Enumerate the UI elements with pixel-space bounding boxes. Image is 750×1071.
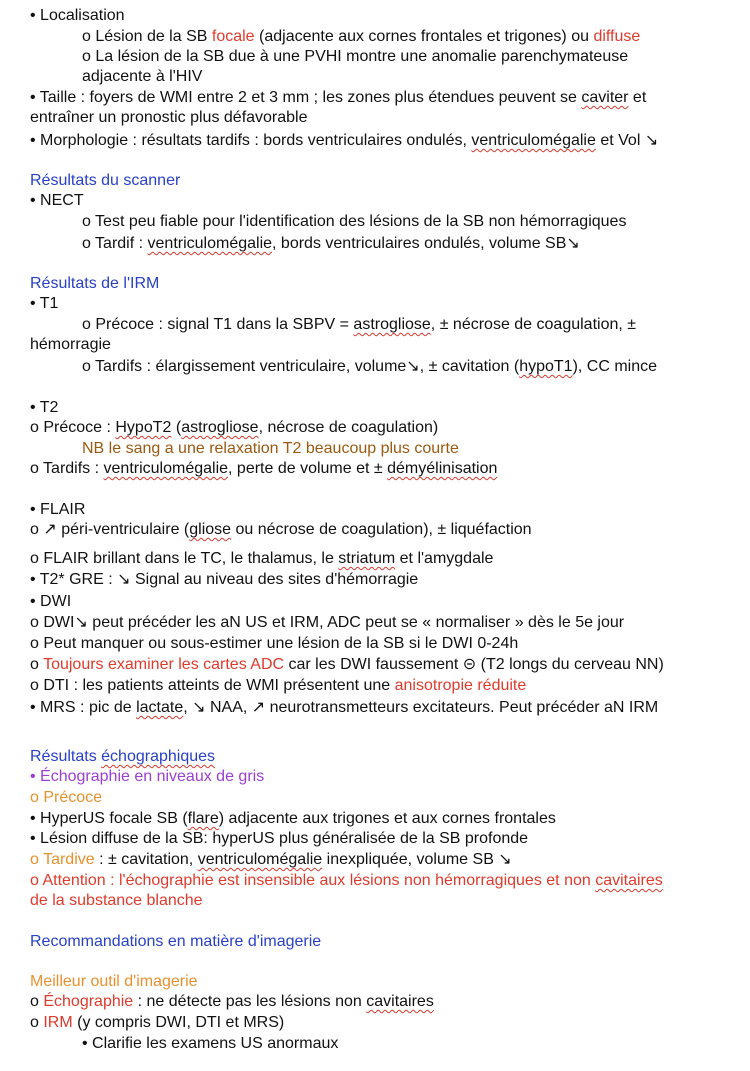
text-segment: flare [187, 810, 219, 827]
text-segment: et Vol ↘ [595, 132, 659, 149]
text-segment: IRM [43, 1014, 73, 1031]
bullet-hyperus-focale [30, 809, 556, 829]
text-segment: o Précoce [30, 789, 103, 806]
item-attention [30, 871, 663, 891]
heading-irm [30, 274, 159, 294]
text-segment: • Taille : foyers de WMI entre 2 et 3 mm ; les zones plus étendues peuvent se [30, 89, 582, 106]
text-segment: ventriculomégalie [103, 460, 229, 477]
text-segment: entraîner un pronostic plus défavorable [30, 109, 308, 126]
text-segment: et l'amygdale [395, 550, 494, 567]
text-segment: • Localisation [30, 7, 125, 24]
text-segment: o [30, 1014, 44, 1031]
text-segment: o [30, 656, 44, 673]
text-segment: o DWI↘ peut précéder les aN US et IRM, ADC peut se « normaliser » dès le 5e jour [30, 614, 625, 631]
item-dwi-manquer [30, 634, 518, 654]
text-segment: o Lésion de la SB [82, 28, 212, 45]
text-segment: , ↘ NAA, ↗ neurotransmetteurs excitateurs. Peut précéder aN IRM [183, 699, 659, 716]
item-dwi-precede [30, 613, 624, 633]
text-segment: ) adjacente aux trigones et aux cornes frontales [218, 810, 556, 827]
text-segment: caviter [581, 89, 629, 106]
heading-meilleur-outil [30, 972, 198, 992]
bullet-morphologie [30, 131, 658, 151]
item-pvhi [82, 47, 628, 67]
bullet-localisation [30, 6, 125, 26]
text-segment: • HyperUS focale SB ( [30, 810, 188, 827]
item-echographie [30, 992, 434, 1012]
text-segment: (y compris DWI, DTI et MRS) [72, 1014, 285, 1031]
text-segment: HypoT2 [115, 419, 172, 436]
bullet-taille-cont [30, 108, 308, 128]
text-segment: • Lésion diffuse de la SB: hyperUS plus généralisée de la SB profonde [30, 830, 529, 847]
text-segment: Meilleur outil d'imagerie [30, 973, 198, 990]
text-segment: o Tardifs : élargissement ventriculaire, volume↘, ± cavitation ( [82, 358, 520, 375]
text-segment: o FLAIR brillant dans le TC, le thalamus, le [30, 550, 339, 567]
text-segment: ( [171, 419, 182, 436]
text-segment: et [628, 89, 647, 106]
bullet-t2star [30, 570, 418, 590]
text-segment: astrogliose [181, 419, 259, 436]
text-segment: o Peut manquer ou sous-estimer une lésion de la SB si le DWI 0-24h [30, 635, 519, 652]
text-segment: lactate [136, 699, 184, 716]
text-segment: o [30, 993, 44, 1010]
text-segment: gliose [189, 521, 232, 538]
bullet-taille [30, 88, 646, 108]
text-segment: o Tardifs : [30, 460, 104, 477]
text-segment: ventriculomégalie [197, 851, 323, 868]
text-segment: focale [211, 28, 255, 45]
text-segment: • T2* GRE : ↘ Signal au niveau des sites d'hémorragie [30, 571, 419, 588]
text-segment: o DTI : les patients atteints de WMI présentent une [30, 677, 395, 694]
text-segment: Échographie [43, 993, 134, 1010]
text-segment: o Précoce : [30, 419, 116, 436]
item-flair-brillant [30, 549, 493, 569]
item-tardif [82, 234, 580, 254]
sub-niveaux-de-gris [30, 767, 264, 787]
item-adc [30, 655, 664, 675]
item-test-peu-fiable [82, 212, 626, 232]
text-segment: Résultats de l'IRM [30, 275, 160, 292]
text-segment: • Clarifie les examens US anormaux [82, 1035, 339, 1052]
heading-recommandations [30, 932, 321, 952]
text-segment: o ↗ péri-ventriculaire ( [30, 521, 190, 538]
text-segment: diffuse [593, 28, 641, 45]
text-segment: ventriculomégalie [471, 132, 596, 149]
text-segment: de la substance blanche [30, 892, 203, 909]
text-segment: cavitaires [366, 993, 434, 1010]
text-segment: , nécrose de coagulation) [258, 419, 439, 436]
text-segment: Recommandations en matière d'imagerie [30, 933, 322, 950]
item-tardive [30, 850, 512, 870]
text-segment: o La lésion de la SB due à une PVHI montre une anomalie parenchymateuse [82, 48, 629, 65]
text-segment: • MRS : pic de [30, 699, 137, 716]
text-segment: • NECT [30, 192, 84, 209]
text-segment: ventriculomégalie [147, 235, 273, 252]
text-segment: • Échographie en niveaux de gris [30, 768, 265, 785]
text-segment: : ± cavitation, [94, 851, 198, 868]
item-t1-tardifs [82, 357, 657, 377]
text-segment: hémorragie [30, 336, 111, 353]
text-segment: inexpliquée, volume SB ↘ [322, 851, 512, 868]
text-segment: car les DWI faussement ⊝ (T2 longs du cerveau NN) [284, 656, 664, 673]
text-segment: NB le sang a une relaxation T2 beaucoup plus courte [82, 440, 459, 457]
text-segment: (adjacente aux cornes frontales et trigones) ou [254, 28, 594, 45]
text-segment: hypoT1 [519, 358, 573, 375]
text-segment: anisotropie réduite [394, 677, 527, 694]
text-segment: o [30, 851, 44, 868]
item-attention-cont [30, 891, 203, 911]
bullet-t2 [30, 398, 58, 418]
text-segment: , bords ventriculaires ondulés, volume SB↘ [272, 235, 580, 252]
bullet-clarifie [82, 1034, 338, 1054]
text-segment: démyélinisation [387, 460, 498, 477]
bullet-mrs [30, 698, 658, 718]
text-segment: Toujours examiner les cartes ADC [43, 656, 285, 673]
text-segment: striatum [338, 550, 396, 567]
sub-precoce [30, 788, 102, 808]
bullet-nect [30, 191, 84, 211]
text-segment: o Test peu fiable pour l'identification des lésions de la SB non hémorragiques [82, 213, 627, 230]
item-pvhi-cont [82, 67, 202, 87]
text-segment: , perte de volume et ± [228, 460, 388, 477]
text-segment: o Tardif : [82, 235, 148, 252]
text-segment: cavitaires [595, 872, 663, 889]
text-segment: • DWI [30, 593, 72, 610]
item-focale-diffuse [82, 27, 640, 47]
heading-echographie [30, 747, 215, 767]
note-sang [82, 439, 459, 459]
text-segment: : ne détecte pas les lésions non [133, 993, 367, 1010]
bullet-flair [30, 500, 85, 520]
text-segment: • T2 [30, 399, 59, 416]
text-segment: • T1 [30, 295, 59, 312]
item-t1-precoce [82, 315, 636, 335]
heading-scanner [30, 171, 180, 191]
item-t2-precoce [30, 418, 438, 438]
text-segment: adjacente à l'HIV [82, 68, 203, 85]
text-segment: astrogliose [353, 316, 431, 333]
item-t1-precoce-cont [30, 335, 111, 355]
text-segment: ou nécrose de coagulation), ± liquéfaction [231, 521, 532, 538]
text-segment: • Morphologie : résultats tardifs : bords ventriculaires ondulés, [30, 132, 472, 149]
text-segment: ), CC mince [572, 358, 658, 375]
item-flair-periventriculaire [30, 520, 532, 540]
text-segment: échographiques [101, 748, 216, 765]
text-segment: Résultats [30, 748, 102, 765]
bullet-dwi [30, 592, 71, 612]
item-dti [30, 676, 526, 696]
text-segment: , ± nécrose de coagulation, ± [430, 316, 637, 333]
text-segment: Résultats du scanner [30, 172, 181, 189]
text-segment: • FLAIR [30, 501, 86, 518]
item-t2-tardifs [30, 459, 497, 479]
bullet-lesion-diffuse [30, 829, 528, 849]
text-segment: o Précoce : signal T1 dans la SBPV = [82, 316, 354, 333]
text-segment: o Attention : l'échographie est insensible aux lésions non hémorragiques et non [30, 872, 596, 889]
text-segment: Tardive [43, 851, 95, 868]
bullet-t1 [30, 294, 58, 314]
item-irm [30, 1013, 284, 1033]
